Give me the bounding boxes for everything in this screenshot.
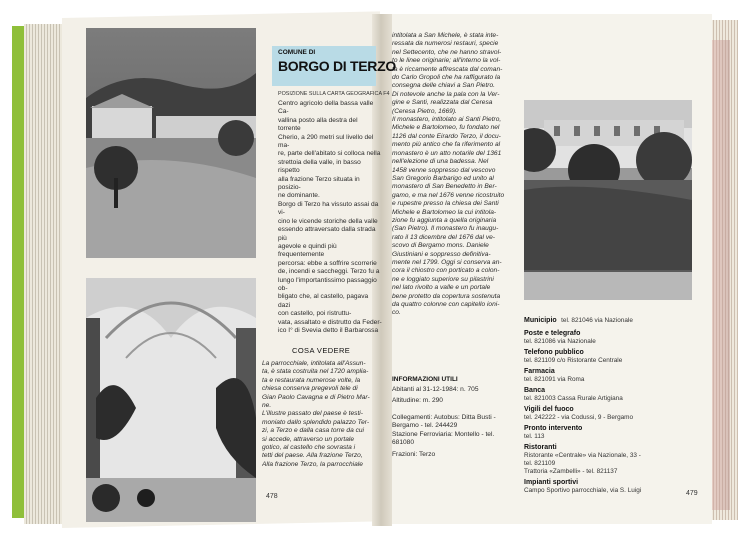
service-value: tel. 821086 via Nazionale bbox=[524, 338, 596, 345]
frazioni-text: Frazioni: Terzo bbox=[392, 451, 436, 459]
service-label: Farmacia bbox=[524, 368, 555, 375]
attractions-paragraph: La parrocchiale, intitolata all'Assun- ta, è stata costruita nel 1720 amplia- ta e restaurata numerose volte, la chiesa conserva pregevoli tele di Gian Paolo Cavagna e di Pietro Mar- ne. L'illustre passato del paese è testi- moniato dallo splendido palazzo Ter- zi, a Terzo e dalla casa torre da cui si accede, attraverso un portale gotico, al castello che sovrasta i tetti del paese. Alla frazione Terzo, Alla frazione Terzo, la parrocchiale bbox=[262, 360, 370, 468]
title-block bbox=[272, 46, 396, 86]
service-entry bbox=[524, 309, 704, 327]
info-block bbox=[392, 386, 512, 460]
history-text bbox=[278, 100, 382, 335]
service-value: Ristorante «Centrale» via Nazionale, 33 - tel. 821109 Trattoria «Zambelli» - tel. 821137 bbox=[524, 452, 641, 475]
service-label: Banca bbox=[524, 387, 546, 394]
info-heading: INFORMAZIONI UTILI bbox=[392, 376, 458, 383]
service-entry bbox=[524, 367, 704, 384]
monastery-text bbox=[392, 32, 508, 370]
service-entry bbox=[524, 386, 704, 403]
services-list bbox=[524, 309, 704, 495]
service-value: Campo Sportivo parrocchiale, via S. Luigi bbox=[524, 487, 642, 494]
service-value: tel. 242222 - via Codussi, 9 - Bergamo bbox=[524, 414, 634, 421]
service-label: Impianti sportivi bbox=[524, 479, 579, 486]
right-edge-shadow bbox=[712, 40, 730, 510]
abitanti-text: Abitanti al 31-12-1984: n. 705 bbox=[392, 386, 479, 393]
cloister-arcade-photo bbox=[86, 278, 256, 522]
page-title: BORGO DI TERZO bbox=[278, 58, 396, 74]
service-label: Pronto intervento bbox=[524, 425, 583, 432]
service-label: Vigili del fuoco bbox=[524, 406, 574, 413]
page-number-right: 479 bbox=[686, 490, 698, 497]
map-position-label: POSIZIONE SULLA CARTA GEOGRAFICA F4 bbox=[278, 91, 390, 97]
left-page-stack bbox=[24, 24, 66, 524]
service-label: Municipio bbox=[524, 317, 557, 324]
section-heading-cosa-vedere: COSA VEDERE bbox=[292, 346, 351, 355]
service-entry bbox=[524, 329, 704, 346]
service-entry bbox=[524, 478, 704, 495]
service-value: tel. 821109 c/o Ristorante Centrale bbox=[524, 357, 623, 364]
page-number-left: 478 bbox=[266, 493, 278, 500]
service-entry bbox=[524, 443, 704, 476]
collegamenti-text: Collegamenti: Autobus: Ditta Busti - Bergamo - tel. 244429 Stazione Ferroviaria: Montello - tel. 681080 bbox=[392, 413, 496, 447]
village-landscape-photo bbox=[86, 28, 256, 258]
service-value: tel. 821091 via Roma bbox=[524, 376, 585, 383]
service-value: tel. 113 bbox=[524, 433, 545, 440]
service-value: tel. 821003 Cassa Rurale Artigiana bbox=[524, 395, 623, 402]
comune-label: COMUNE DI bbox=[278, 49, 316, 56]
history-paragraph: Centro agricolo della bassa valle Ca- vallina posto alla destra del torrente Cherio, a 290 metri sul livello del ma- re, parte dell'abitato si colloca nella strettoia della valle, in basso rispetto alla frazione Terzo situata in posizio- ne dominante. Borgo di Terzo ha vissuto assai da vi- cino le vicende storiche della valle essendo attraversato dalla strada più agevole e quindi più frequentemente percorsa: ebbe a soffrire scorrerie de, incendi e saccheggi. Terzo fu a lungo l'importantissimo passaggio ob- bligato che, al castello, pagava dazi con castello, poi ristruttu- vata, assaltato e distrutto da Feder- ico I° di Svevia detto il Barbarossa bbox=[278, 100, 382, 334]
palazzo-photo bbox=[524, 100, 692, 300]
attractions-text bbox=[262, 360, 382, 472]
service-entry bbox=[524, 424, 704, 441]
service-label: Ristoranti bbox=[524, 444, 557, 451]
service-label: Poste e telegrafo bbox=[524, 330, 581, 337]
service-entry bbox=[524, 405, 704, 422]
service-entry bbox=[524, 348, 704, 365]
service-label: Telefono pubblico bbox=[524, 349, 584, 356]
monastery-paragraph: intitolata a San Michele, è stata inte- ressata da numerosi restauri, specie nel Settecento, che ne hanno stravol- to le linee originarie; all'interno la vol- ta è riccamente affrescata dal coman- do Carlo Gropoli che ha raffigurato la consegna delle chiavi a San Pietro. Di notevole anche la pala con la Ver- gine e Santi, realizzata dal Ceresa (Ceresa Pietro, 1669). Il monastero, intitolato ai Santi Pietro, Michele e Bartolomeo, fu fondato nel 1126 dal conte Eirardo Terzo, il docu- mento più antico che fa riferimento al monastero è un atto notarile del 1361 nell'elezione di una badessa. Nel 1458 venne soppresso dal vescovo San Gregorio Barbarigo ed unito al monastero di San Benedetto in Ber- gamo, e ma nel 1676 venne ricostruito e rupestre presso la chiesa dei Santi Michele e Bartolomeo la cui intitola- zione fu aggiunta a quella originaria (San Pietro). Il monastero fu inaugu- rato il 13 dicembre del 1676 dal ve- scovo di Bergamo mons. Daniele Giustiniani e soppresso definitiva- mente nel 1799. Oggi si conserva an- cora il chiostro con porticato a colon- ne e loggiato superiore su pilastrini nel lato rivolto a valle e un portale bene protetto da copertura sostenuta da quattro colonne con capitello ioni- co. bbox=[392, 32, 505, 317]
altitudine-text: Altitudine: m. 290 bbox=[392, 397, 443, 405]
service-value: tel. 821046 via Nazionale bbox=[561, 317, 633, 324]
